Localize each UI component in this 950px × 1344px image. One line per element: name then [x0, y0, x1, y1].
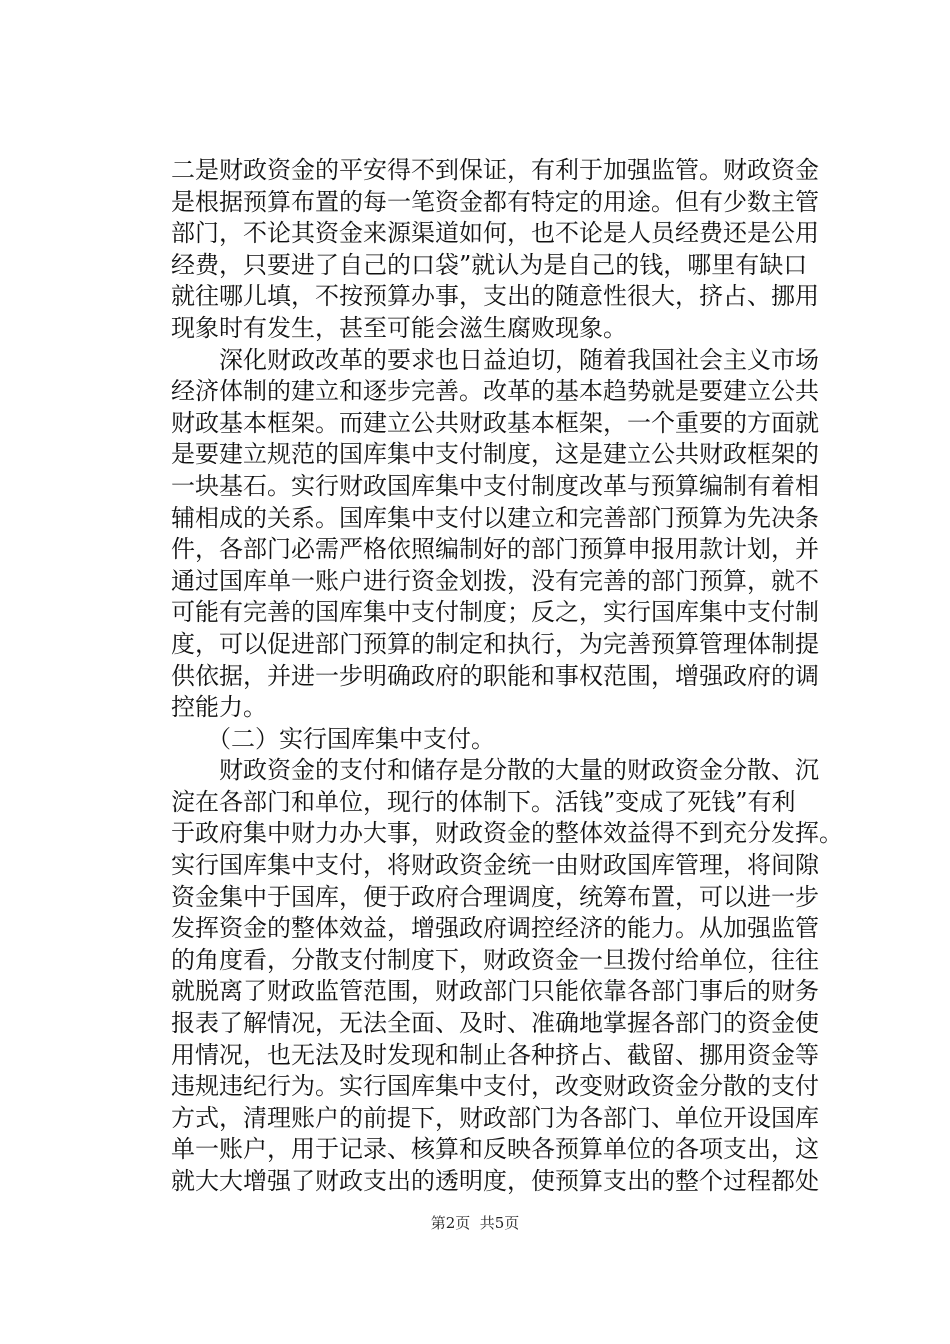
text-line: 通过国库单一账户进行资金划拨，没有完善的部门预算，就不	[171, 566, 819, 595]
text-line: 经济体制的建立和逐步完善。改革的基本趋势就是要建立公共	[171, 377, 819, 406]
text-line: 淀在各部门和单位，现行的体制下。活钱”变成了死钱”有利	[171, 787, 796, 816]
text-line: 发挥资金的整体效益，增强政府调控经济的能力。从加强监管	[171, 914, 819, 943]
text-line: 方式，清理账户的前提下，财政部门为各部门、单位开设国库	[171, 1103, 819, 1132]
text-line: 违规违纪行为。实行国库集中支付，改变财政资金分散的支付	[171, 1072, 819, 1101]
text-line: 件，各部门必需严格依照编制好的部门预算申报用款计划，并	[171, 535, 819, 564]
page-footer: 第2页 共5页	[430, 1214, 520, 1232]
text-line: 就脱离了财政监管范围，财政部门只能依靠各部门事后的财务	[171, 977, 819, 1006]
text-line: 度，可以促进部门预算的制定和执行，为完善预算管理体制提	[171, 629, 819, 658]
text-line: 经费，只要进了自己的口袋”就认为是自己的钱，哪里有缺口	[171, 250, 808, 279]
text-line: 财政资金的支付和储存是分散的大量的财政资金分散、沉	[171, 756, 819, 785]
text-line: 财政基本框架。而建立公共财政基本框架，一个重要的方面就	[171, 408, 819, 437]
text-line: 供依据，并进一步明确政府的职能和事权范围，增强政府的调	[171, 661, 819, 690]
text-line: 是根据预算布置的每一笔资金都有特定的用途。但有少数主管	[171, 187, 819, 216]
text-line: 部门，不论其资金来源渠道如何，也不论是人员经费还是公用	[171, 219, 819, 248]
text-line: 实行国库集中支付，将财政资金统一由财政国库管理，将间隙	[171, 851, 819, 880]
text-line: （二）实行国库集中支付。	[171, 724, 495, 753]
text-line: 二是财政资金的平安得不到保证，有利于加强监管。财政资金	[171, 156, 819, 184]
text-line: 辅相成的关系。国库集中支付以建立和完善部门预算为先决条	[171, 503, 819, 532]
document-body	[171, 155, 843, 1198]
text-line: 报表了解情况，无法全面、及时、准确地掌握各部门的资金使	[171, 1009, 819, 1038]
text-line: 用情况，也无法及时发现和制止各种挤占、截留、挪用资金等	[171, 1040, 819, 1069]
text-line: 就大大增强了财政支出的透明度，使预算支出的整个过程都处	[171, 1167, 819, 1195]
text-line: 现象时有发生，甚至可能会滋生腐败现象。	[171, 313, 627, 342]
text-line: 可能有完善的国库集中支付制度；反之，实行国库集中支付制	[171, 598, 819, 627]
text-line: 一块基石。实行财政国库集中支付制度改革与预算编制有着相	[171, 471, 819, 500]
text-line: 的角度看，分散支付制度下，财政资金一旦拨付给单位，往往	[171, 945, 819, 974]
text-line: 于政府集中财力办大事，财政资金的整体效益得不到充分发挥。	[171, 819, 843, 848]
text-line: 单一账户，用于记录、核算和反映各预算单位的各项支出，这	[171, 1135, 819, 1164]
text-line: 深化财政改革的要求也日益迫切，随着我国社会主义市场	[171, 345, 819, 374]
text-line: 就往哪儿填，不按预算办事，支出的随意性很大，挤占、挪用	[171, 282, 819, 311]
text-line: 是要建立规范的国库集中支付制度，这是建立公共财政框架的	[171, 440, 819, 469]
text-line: 控能力。	[171, 693, 267, 722]
text-line: 资金集中于国库，便于政府合理调度，统筹布置，可以进一步	[171, 882, 819, 911]
